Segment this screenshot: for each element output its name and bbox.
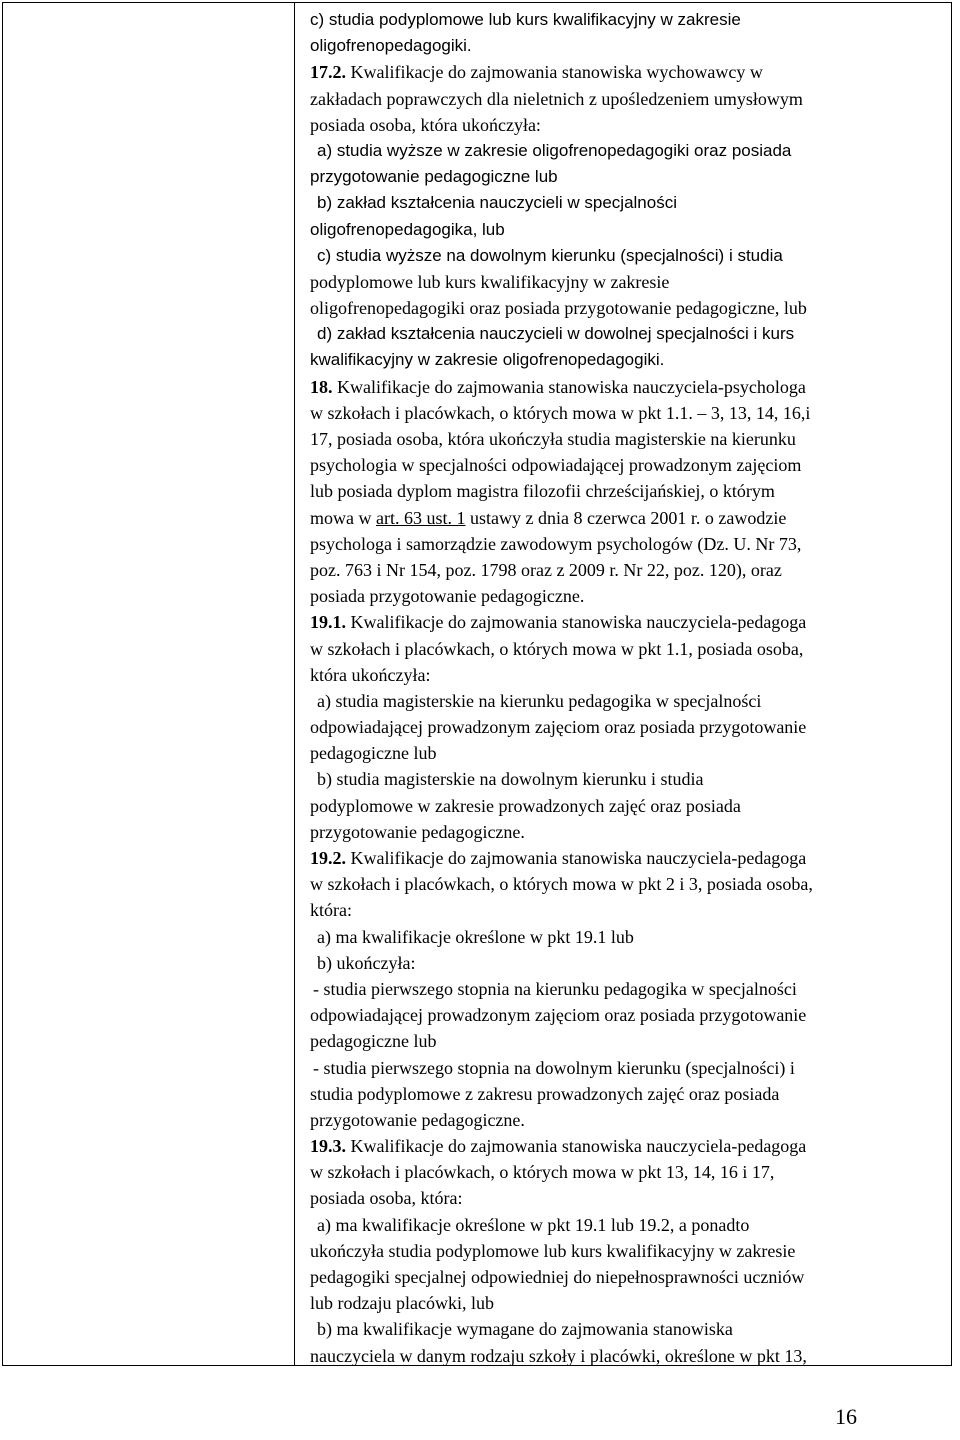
text-line: 19.2. Kwalifikacje do zajmowania stanowiska nauczyciela-pedagoga xyxy=(310,848,807,868)
section-number: 17.2. xyxy=(310,62,346,83)
text-line: poz. 763 i Nr 154, poz. 1798 oraz z 2009 r. Nr 22, poz. 120), oraz xyxy=(310,559,782,580)
text-line: mowa w art. 63 ust. 1 ustawy z dnia 8 czerwca 2001 r. o zawodzie xyxy=(310,507,787,528)
text-line: oligofrenopedagogika, lub xyxy=(310,219,505,239)
section-number: 19.2. xyxy=(310,848,346,868)
text-line: w szkołach i placówkach, o których mowa w pkt 13, 14, 16 i 17, xyxy=(310,1162,775,1183)
section-number: 19.3. xyxy=(310,1136,346,1157)
text-line: psychologa i samorządzie zawodowym psychologów (Dz. U. Nr 73, xyxy=(310,533,802,554)
text-line: w szkołach i placówkach, o których mowa w pkt 1.1. – 3, 13, 14, 16,i xyxy=(310,402,811,423)
text-line: - studia pierwszego stopnia na kierunku pedagogika w specjalności xyxy=(313,978,797,999)
text-line: oligofrenopedagogiki oraz posiada przygotowanie pedagogiczne, lub xyxy=(310,298,807,319)
text-line: lub posiada dyplom magistra filozofii chrześcijańskiej, o którym xyxy=(310,481,775,502)
text-line: która ukończyła: xyxy=(310,664,431,685)
text-line: oligofrenopedagogiki. xyxy=(310,36,472,56)
text-line: b) studia magisterskie na dowolnym kierunku i studia xyxy=(317,769,704,790)
text-line: b) ukończyła: xyxy=(317,952,416,973)
text-line: przygotowanie pedagogiczne. xyxy=(310,821,525,842)
text-line: pedagogiczne lub xyxy=(310,743,437,764)
text-line: 17.2. Kwalifikacje do zajmowania stanowiska wychowawcy w xyxy=(310,62,763,83)
text-line: posiada osoba, która: xyxy=(310,1188,463,1209)
section-number: 18. xyxy=(310,376,333,397)
text-line: podyplomowe w zakresie prowadzonych zajęć oraz posiada xyxy=(310,795,741,816)
page-number: 16 xyxy=(835,1404,857,1429)
text-line: pedagogiczne lub xyxy=(310,1031,437,1052)
text-line: w szkołach i placówkach, o których mowa w pkt 2 i 3, posiada osoba, xyxy=(310,874,813,895)
text-line: podyplomowe lub kurs kwalifikacyjny w zakresie xyxy=(310,271,670,292)
text-line: odpowiadającej prowadzonym zajęciom oraz posiada przygotowanie xyxy=(310,717,807,738)
text-line: 17, posiada osoba, która ukończyła studia magisterskie na kierunku xyxy=(310,429,796,449)
text-line: 19.3. Kwalifikacje do zajmowania stanowiska nauczyciela-pedagoga xyxy=(310,1136,807,1157)
text-line: b) ma kwalifikacje wymagane do zajmowania stanowiska xyxy=(317,1319,733,1340)
text-line: a) ma kwalifikacje określone w pkt 19.1 lub xyxy=(317,926,634,947)
document-table xyxy=(2,2,952,1366)
table-right-column xyxy=(310,7,940,1369)
text-line: b) zakład kształcenia nauczycieli w specjalności xyxy=(317,193,677,213)
text-line: zakładach poprawczych dla nieletnich z upośledzeniem umysłowym xyxy=(310,88,803,109)
table-left-column xyxy=(3,3,295,1365)
text-line: c) studia podyplomowe lub kurs kwalifikacyjny w zakresie xyxy=(310,10,741,29)
text-line: kwalifikacyjny w zakresie oligofrenopedagogiki. xyxy=(310,350,665,370)
section-number: 19.1. xyxy=(310,612,346,633)
text-line: odpowiadającej prowadzonym zajęciom oraz posiada przygotowanie xyxy=(310,1005,807,1026)
text-line: 18. Kwalifikacje do zajmowania stanowiska nauczyciela-psychologa xyxy=(310,376,806,397)
text-line: d) zakład kształcenia nauczycieli w dowolnej specjalności i kurs xyxy=(317,324,795,344)
legal-reference-link[interactable]: art. 63 ust. 1 xyxy=(376,507,466,528)
text-line: psychologia w specjalności odpowiadającej prowadzonym zajęciom xyxy=(310,455,802,476)
text-line: która: xyxy=(310,900,352,921)
text-line: c) studia wyższe na dowolnym kierunku (specjalności) i studia xyxy=(317,245,783,265)
text-line: w szkołach i placówkach, o których mowa w pkt 1.1, posiada osoba, xyxy=(310,638,804,659)
text-line: studia podyplomowe z zakresu prowadzonych zajęć oraz posiada xyxy=(310,1083,780,1104)
text-line: nauczyciela w danym rodzaju szkoły i placówki, określone w pkt 13, xyxy=(310,1345,807,1366)
text-line: ukończyła studia podyplomowe lub kurs kwalifikacyjny w zakresie xyxy=(310,1240,796,1261)
text-line: 19.1. Kwalifikacje do zajmowania stanowiska nauczyciela-pedagoga xyxy=(310,612,807,633)
text-line: przygotowanie pedagogiczne. xyxy=(310,1109,525,1130)
text-line: - studia pierwszego stopnia na dowolnym kierunku (specjalności) i xyxy=(313,1057,795,1078)
text-line: posiada przygotowanie pedagogiczne. xyxy=(310,586,585,607)
text-line: przygotowanie pedagogiczne lub xyxy=(310,167,558,187)
text-line: a) studia wyższe w zakresie oligofrenopedagogiki oraz posiada xyxy=(317,140,792,160)
text-line: a) ma kwalifikacje określone w pkt 19.1 lub 19.2, a ponadto xyxy=(317,1214,750,1235)
text-line: pedagogiki specjalnej odpowiedniej do niepełnosprawności uczniów xyxy=(310,1267,805,1287)
text-line: posiada osoba, która ukończyła: xyxy=(310,114,541,135)
text-line: a) studia magisterskie na kierunku pedagogika w specjalności xyxy=(317,690,762,711)
text-line: lub rodzaju placówki, lub xyxy=(310,1293,494,1314)
